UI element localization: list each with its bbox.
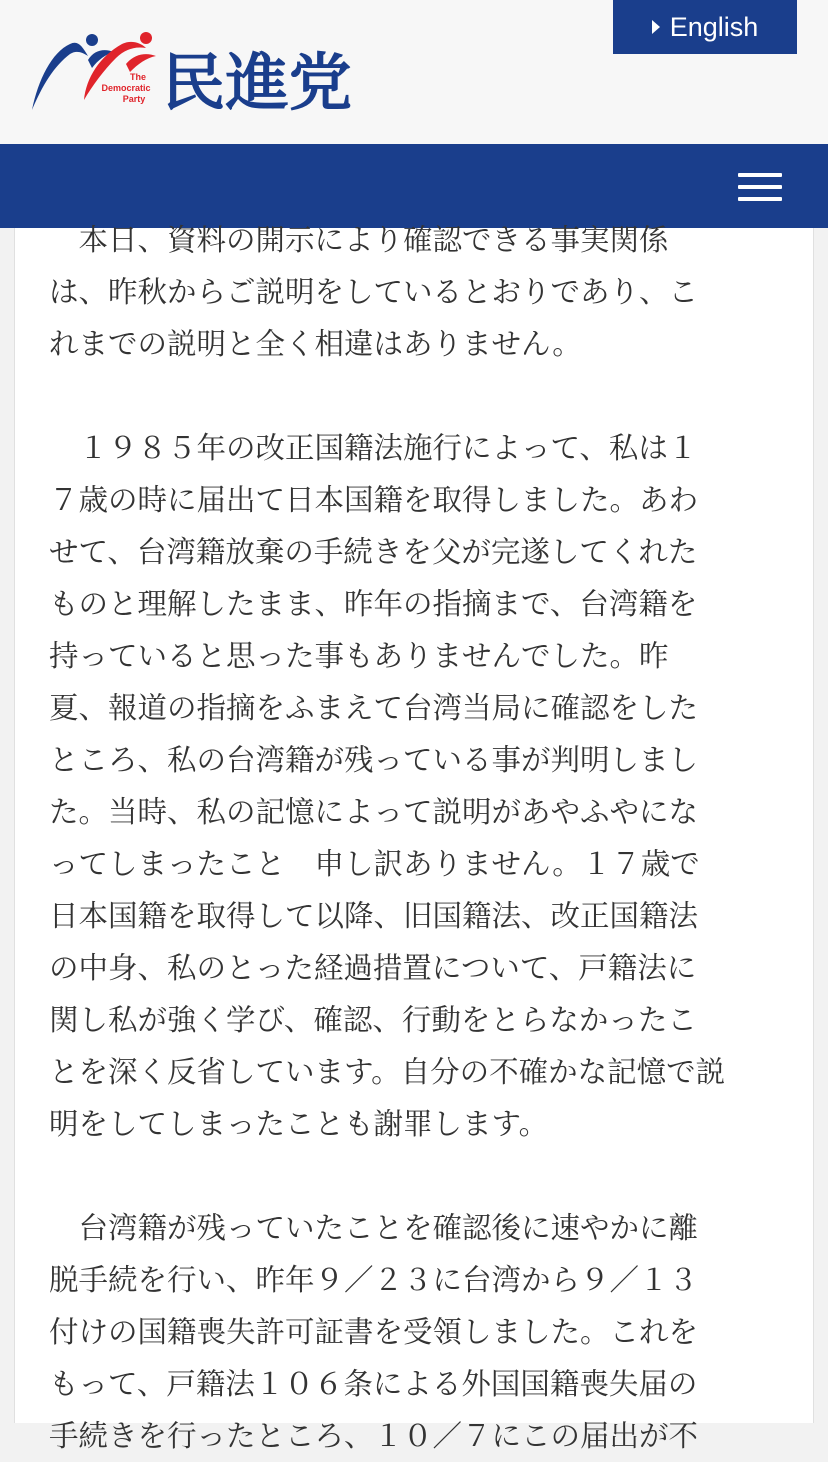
caret-right-icon [652, 20, 660, 34]
english-label: English [669, 11, 759, 42]
text-line: れまでの説明と全く相違はありません。 [49, 327, 582, 361]
hamburger-menu-icon [738, 173, 782, 177]
text-line: 手続きを行ったところ、１０／７にこの届出が不 [49, 1419, 699, 1453]
text-line: ってしまったこと 申し訳ありません。１７歳で [49, 847, 700, 881]
site-header [0, 0, 828, 144]
text-line: 脱手続を行い、昨年９／２３に台湾から９／１３ [49, 1263, 699, 1297]
party-logo[interactable] [30, 30, 360, 119]
hamburger-menu-button[interactable] [732, 169, 788, 205]
party-english-name-1: The [129, 72, 147, 82]
text-line: 関し私が強く学び、確認、行動をとらなかったこ [49, 1003, 697, 1037]
text-line: １９８５年の改正国籍法施行によって、私は１ [49, 431, 698, 465]
text-line: ７歳の時に届出て日本国籍を取得しました。あわ [49, 483, 699, 517]
party-english-name-3: Party [122, 94, 146, 104]
text-line: 付けの国籍喪失許可証書を受領しました。これを [49, 1315, 699, 1349]
text-line: ものと理解したまま、昨年の指摘まで、台湾籍を [49, 587, 698, 621]
text-line: 持っていると思った事もありませんでした。昨 [49, 639, 669, 673]
article-card [14, 223, 814, 1453]
paragraph-gap [49, 1150, 789, 1202]
text-line: 本日、資料の開示により確認できる事実関係 [49, 223, 669, 257]
article-body [49, 214, 789, 1462]
party-name: 民進党 [162, 46, 352, 119]
text-line: せて、台湾籍放棄の手続きを父が完遂してくれた [49, 535, 698, 569]
text-line: の中身、私のとった経過措置について、戸籍法に [49, 951, 697, 985]
text-line: 夏、報道の指摘をふまえて台湾当局に確認をした [49, 691, 699, 725]
paragraph-gap [49, 370, 789, 422]
english-link-button[interactable] [613, 0, 797, 54]
text-line: ところ、私の台湾籍が残っている事が判明しまし [49, 743, 699, 777]
text-line: とを深く反省しています。自分の不確かな記憶で説 [49, 1055, 726, 1089]
text-line: は、昨秋からご説明をしているとおりであり、こ [49, 275, 699, 309]
text-line: 日本国籍を取得して以降、旧国籍法、改正国籍法 [49, 899, 699, 933]
text-line: 台湾籍が残っていたことを確認後に速やかに離 [49, 1211, 699, 1245]
text-line: もって、戸籍法１０６条による外国国籍喪失届の [49, 1367, 698, 1401]
text-line: 明をしてしまったことも謝罪します。 [49, 1107, 549, 1141]
text-line: た。当時、私の記憶によって説明があやふやにな [49, 795, 699, 829]
party-english-name-2: Democratic [101, 83, 151, 93]
